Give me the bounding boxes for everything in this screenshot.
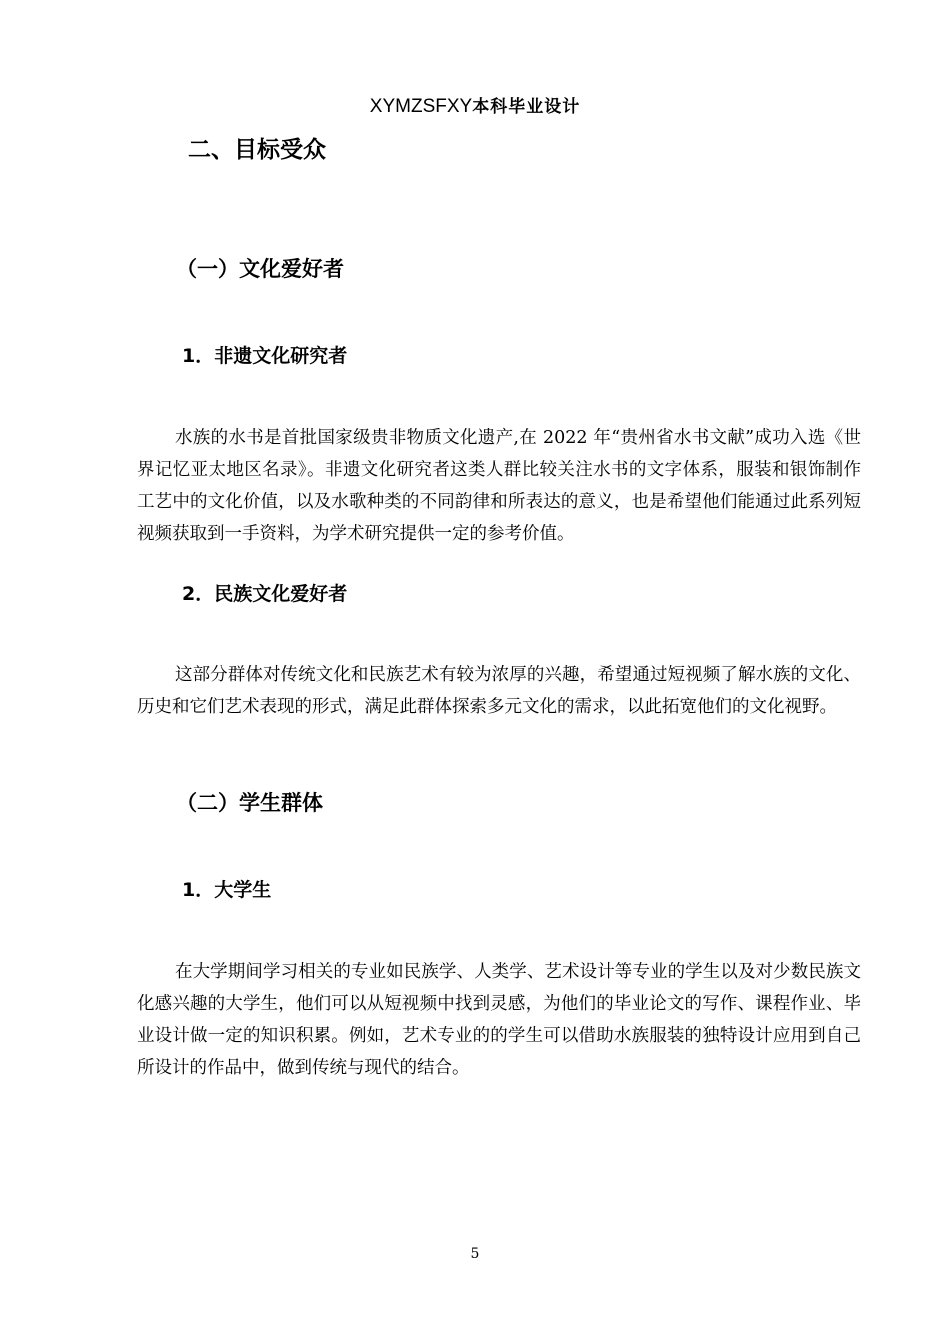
heading-heritage-researchers: 1．非遗文化研究者 [182, 345, 348, 367]
paragraph-heritage-researchers: 水族的水书是首批国家级贵非物质文化遗产,在 2022 年“贵州省水书文献”成功入选《世界记忆亚太地区名录》。非遗文化研究者这类人群比较关注水书的文字体系，服装和银饰制作工艺中的文化价值，以及水歌种类的不同韵律和所表达的意义，也是希望他们能通过此系列短视频获取到一手资料，为学术研究提供一定的参考价值。 [137, 428, 861, 544]
heading-ethnic-culture-fans: 2．民族文化爱好者 [182, 583, 348, 605]
section-title: 二、目标受众 [188, 137, 326, 163]
header-latin: XYMZSFXY [369, 96, 473, 117]
heading-university-students: 1．大学生 [182, 879, 272, 901]
paragraph-ethnic-culture-fans: 这部分群体对传统文化和民族艺术有较为浓厚的兴趣，希望通过短视频了解水族的文化、历史和它们艺术表现的形式，满足此群体探索多元文化的需求，以此拓宽他们的文化视野。 [137, 665, 861, 717]
header-title: 本科毕业设计 [472, 97, 581, 117]
subsection-title-culture-lovers: （一）文化爱好者 [176, 257, 344, 281]
page-header [0, 92, 950, 121]
subsection-title-students: （二）学生群体 [176, 791, 323, 815]
page-number: 5 [470, 1246, 480, 1262]
paragraph-university-students: 在大学期间学习相关的专业如民族学、人类学、艺术设计等专业的学生以及对少数民族文化感兴趣的大学生，他们可以从短视频中找到灵感，为他们的毕业论文的写作、课程作业、毕业设计做一定的知识积累。例如，艺术专业的的学生可以借助水族服装的独特设计应用到自己所设计的作品中，做到传统与现代的结合。 [137, 962, 861, 1078]
